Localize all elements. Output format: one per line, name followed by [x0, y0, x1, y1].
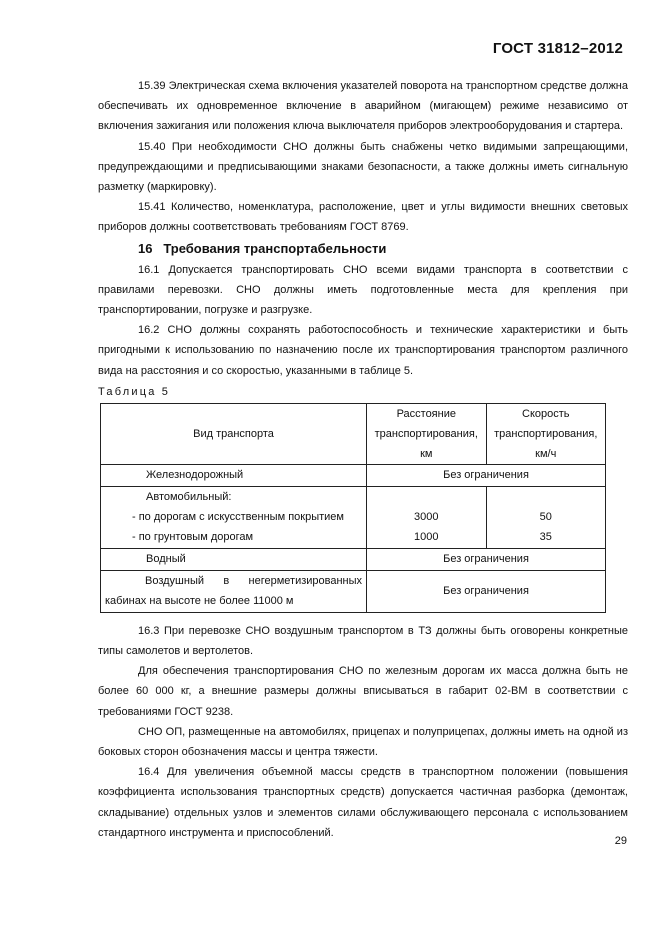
header-speed-line: км/ч [535, 447, 557, 460]
row-auto-sub-1: - по дорогам с искусственным покрытием [132, 511, 344, 524]
header-distance [367, 403, 486, 464]
row-water-name: Водный [101, 548, 367, 570]
table-row [101, 570, 606, 612]
row-water-value: Без ограничения [367, 548, 606, 570]
paragraph-16-4: 16.4 Для увеличения объемной массы средств в транспортном положении (повышения коэффициента использования транспортных средств) допускается частичная разборка (демонтаж, складывание) отдельных узлов и элементов силами обслуживающего персонала с использованием стандартного инструмента и приспособлений. [98, 766, 628, 839]
row-auto-sub-2: - по грунтовым дорогам [132, 531, 254, 544]
row-auto-speed [486, 486, 605, 548]
document-code: ГОСТ 31812–2012 [492, 40, 623, 57]
header-distance-line: км [420, 447, 433, 460]
row-air-name [101, 570, 367, 612]
paragraph-15-39: 15.39 Электрическая схема включения указателей поворота на транспортном средстве должна обеспечивать их одновременное включение в аварийном (мигающем) режиме независимо от включения зажигания или положения ключа выключателя приборов электрооборудования и стартера. [98, 80, 628, 133]
paragraph-15-40: 15.40 При необходимости СНО должны быть снабжены четко видимыми запрещающими, предупреждающими и предписывающими знаками безопасности, а также должны иметь сигнальную разметку (маркировку). [98, 140, 628, 194]
paragraph-16-1: 16.1 Допускается транспортировать СНО всеми видами транспорта в соответствии с правилами перевозки. СНО должны иметь подготовленные места для крепления при транспортировании, погрузке и разгрузке. [98, 263, 628, 317]
transport-table [100, 403, 606, 613]
row-auto-title: Автомобильный: [146, 491, 232, 504]
row-air-name-line2: кабинах на высоте не более 11000 м [105, 595, 294, 608]
row-rail-name: Железнодорожный [101, 464, 367, 486]
auto-distance-1: 3000 [414, 511, 439, 524]
section-title: Требования транспортабельности [163, 240, 387, 256]
header-transport: Вид транспорта [101, 403, 367, 464]
paragraph-16-2: 16.2 СНО должны сохранять работоспособность и технические характеристики и быть пригодными к использованию по назначению после их транспортирования транспортом различного вида на расстояния и со скоростью, указанными в таблице 5. [98, 324, 628, 377]
header-speed [486, 403, 605, 464]
page-number: 29 [614, 835, 627, 847]
paragraph-15-41: 15.41 Количество, номенклатура, расположение, цвет и углы видимости внешних световых приборов должны соответствовать требованиям ГОСТ 8769. [98, 201, 628, 234]
row-rail-value: Без ограничения [367, 464, 606, 486]
section-number: 16 [138, 240, 153, 256]
header-distance-line: Расстояние [396, 407, 456, 420]
table-header-row [101, 403, 606, 464]
paragraph-marking: СНО ОП, размещенные на автомобилях, прицепах и полуприцепах, должны иметь на одной из боковых сторон обозначения массы и центра тяжести. [98, 725, 628, 759]
row-auto-name [101, 486, 367, 548]
row-auto-distance [367, 486, 486, 548]
auto-speed-1: 50 [539, 511, 552, 524]
table-row [101, 548, 606, 570]
table-row [101, 464, 606, 486]
section-heading [98, 238, 628, 260]
row-air-name-line1: Воздушный в негерметизированных [145, 575, 363, 588]
page-content [98, 76, 628, 843]
auto-distance-2: 1000 [414, 531, 439, 544]
header-distance-line: транспортирования, [374, 427, 478, 440]
header-speed-line: Скорость [522, 407, 570, 420]
paragraph-rail-mass: Для обеспечения транспортирования СНО по железным дорогам их масса должна быть не более 60 000 кг, а внешние размеры должны вписываться в габарит 02-ВМ в соответствии с требованиями ГОСТ 9238. [98, 665, 628, 718]
row-air-value: Без ограничения [367, 570, 606, 612]
auto-speed-2: 35 [539, 531, 552, 544]
table-row [101, 486, 606, 548]
header-speed-line: транспортирования, [494, 427, 598, 440]
table-caption: Таблица 5 [98, 385, 171, 398]
paragraph-16-3: 16.3 При перевозке СНО воздушным транспортом в ТЗ должны быть оговорены конкретные типы самолетов и вертолетов. [98, 624, 628, 658]
